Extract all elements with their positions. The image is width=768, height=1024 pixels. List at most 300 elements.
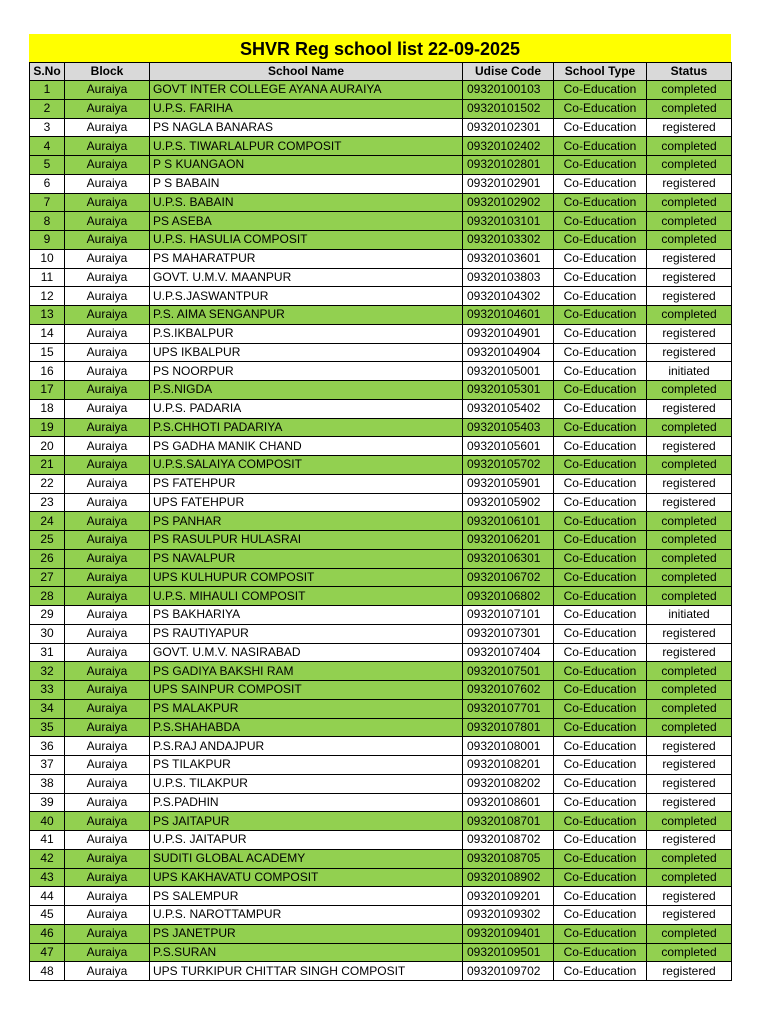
cell-sno: 32 bbox=[30, 662, 65, 681]
cell-sno: 4 bbox=[30, 137, 65, 156]
header-udise-code: Udise Code bbox=[463, 63, 554, 81]
cell-status: registered bbox=[647, 287, 732, 306]
cell-sno: 13 bbox=[30, 306, 65, 325]
cell-school-type: Co-Education bbox=[554, 287, 647, 306]
cell-block: Auraiya bbox=[65, 249, 150, 268]
cell-block: Auraiya bbox=[65, 474, 150, 493]
cell-status: completed bbox=[647, 549, 732, 568]
cell-status: completed bbox=[647, 812, 732, 831]
cell-udise-code: 09320108701 bbox=[463, 812, 554, 831]
cell-status: registered bbox=[647, 343, 732, 362]
cell-udise-code: 09320109401 bbox=[463, 924, 554, 943]
table-row bbox=[30, 868, 732, 887]
cell-sno: 15 bbox=[30, 343, 65, 362]
table-row bbox=[30, 549, 732, 568]
table-row bbox=[30, 924, 732, 943]
sheet-title: SHVR Reg school list 22-09-2025 bbox=[29, 34, 731, 62]
cell-school-type: Co-Education bbox=[554, 343, 647, 362]
cell-block: Auraiya bbox=[65, 118, 150, 137]
cell-school-name: PS GADHA MANIK CHAND bbox=[150, 437, 463, 456]
cell-status: registered bbox=[647, 793, 732, 812]
cell-status: registered bbox=[647, 756, 732, 775]
cell-school-name: PS BAKHARIYA bbox=[150, 606, 463, 625]
cell-status: registered bbox=[647, 962, 732, 981]
cell-school-name: P.S.NIGDA bbox=[150, 381, 463, 400]
header-school-name: School Name bbox=[150, 63, 463, 81]
cell-status: completed bbox=[647, 81, 732, 100]
cell-status: completed bbox=[647, 568, 732, 587]
cell-school-name: U.P.S. JAITAPUR bbox=[150, 831, 463, 850]
cell-block: Auraiya bbox=[65, 849, 150, 868]
cell-block: Auraiya bbox=[65, 943, 150, 962]
cell-school-name: P S KUANGAON bbox=[150, 156, 463, 175]
cell-status: registered bbox=[647, 324, 732, 343]
cell-school-name: U.P.S. BABAIN bbox=[150, 193, 463, 212]
cell-block: Auraiya bbox=[65, 399, 150, 418]
cell-udise-code: 09320103302 bbox=[463, 231, 554, 250]
cell-udise-code: 09320106101 bbox=[463, 512, 554, 531]
cell-school-name: UPS FATEHPUR bbox=[150, 493, 463, 512]
cell-school-type: Co-Education bbox=[554, 774, 647, 793]
cell-sno: 1 bbox=[30, 81, 65, 100]
cell-status: completed bbox=[647, 193, 732, 212]
table-row bbox=[30, 906, 732, 925]
cell-sno: 9 bbox=[30, 231, 65, 250]
cell-status: completed bbox=[647, 456, 732, 475]
table-row bbox=[30, 268, 732, 287]
cell-udise-code: 09320108202 bbox=[463, 774, 554, 793]
cell-block: Auraiya bbox=[65, 381, 150, 400]
cell-sno: 7 bbox=[30, 193, 65, 212]
cell-udise-code: 09320107301 bbox=[463, 624, 554, 643]
cell-status: registered bbox=[647, 887, 732, 906]
cell-status: completed bbox=[647, 306, 732, 325]
header-status: Status bbox=[647, 63, 732, 81]
cell-status: completed bbox=[647, 212, 732, 231]
cell-school-type: Co-Education bbox=[554, 924, 647, 943]
cell-block: Auraiya bbox=[65, 512, 150, 531]
cell-block: Auraiya bbox=[65, 418, 150, 437]
cell-school-name: U.P.S.JASWANTPUR bbox=[150, 287, 463, 306]
cell-udise-code: 09320108001 bbox=[463, 737, 554, 756]
table-row bbox=[30, 193, 732, 212]
cell-sno: 31 bbox=[30, 643, 65, 662]
cell-udise-code: 09320107801 bbox=[463, 718, 554, 737]
cell-school-type: Co-Education bbox=[554, 906, 647, 925]
cell-status: registered bbox=[647, 737, 732, 756]
table-row bbox=[30, 418, 732, 437]
cell-sno: 11 bbox=[30, 268, 65, 287]
cell-school-type: Co-Education bbox=[554, 512, 647, 531]
cell-block: Auraiya bbox=[65, 174, 150, 193]
cell-sno: 10 bbox=[30, 249, 65, 268]
cell-school-type: Co-Education bbox=[554, 718, 647, 737]
table-row bbox=[30, 118, 732, 137]
cell-status: completed bbox=[647, 512, 732, 531]
cell-school-type: Co-Education bbox=[554, 268, 647, 287]
cell-block: Auraiya bbox=[65, 324, 150, 343]
cell-block: Auraiya bbox=[65, 549, 150, 568]
cell-status: initiated bbox=[647, 362, 732, 381]
cell-school-type: Co-Education bbox=[554, 568, 647, 587]
cell-school-name: P.S. AIMA SENGANPUR bbox=[150, 306, 463, 325]
cell-status: completed bbox=[647, 943, 732, 962]
school-list-sheet bbox=[29, 34, 731, 981]
cell-sno: 16 bbox=[30, 362, 65, 381]
cell-school-name: P.S.CHHOTI PADARIYA bbox=[150, 418, 463, 437]
cell-block: Auraiya bbox=[65, 606, 150, 625]
cell-status: completed bbox=[647, 156, 732, 175]
cell-udise-code: 09320104302 bbox=[463, 287, 554, 306]
cell-block: Auraiya bbox=[65, 718, 150, 737]
cell-block: Auraiya bbox=[65, 231, 150, 250]
table-row bbox=[30, 437, 732, 456]
cell-school-type: Co-Education bbox=[554, 699, 647, 718]
cell-status: completed bbox=[647, 231, 732, 250]
table-row bbox=[30, 587, 732, 606]
table-row bbox=[30, 249, 732, 268]
cell-status: completed bbox=[647, 924, 732, 943]
table-row bbox=[30, 231, 732, 250]
cell-school-type: Co-Education bbox=[554, 174, 647, 193]
cell-udise-code: 09320104601 bbox=[463, 306, 554, 325]
cell-school-type: Co-Education bbox=[554, 324, 647, 343]
cell-sno: 43 bbox=[30, 868, 65, 887]
cell-school-name: U.P.S. NAROTTAMPUR bbox=[150, 906, 463, 925]
header-row bbox=[30, 63, 732, 81]
table-row bbox=[30, 99, 732, 118]
cell-block: Auraiya bbox=[65, 831, 150, 850]
cell-sno: 45 bbox=[30, 906, 65, 925]
cell-sno: 5 bbox=[30, 156, 65, 175]
cell-school-name: PS RAUTIYAPUR bbox=[150, 624, 463, 643]
cell-sno: 20 bbox=[30, 437, 65, 456]
cell-school-name: U.P.S. TIWARLALPUR COMPOSIT bbox=[150, 137, 463, 156]
cell-udise-code: 09320101502 bbox=[463, 99, 554, 118]
cell-status: registered bbox=[647, 249, 732, 268]
cell-udise-code: 09320100103 bbox=[463, 81, 554, 100]
cell-school-type: Co-Education bbox=[554, 381, 647, 400]
cell-sno: 30 bbox=[30, 624, 65, 643]
cell-sno: 21 bbox=[30, 456, 65, 475]
cell-status: registered bbox=[647, 774, 732, 793]
cell-sno: 47 bbox=[30, 943, 65, 962]
cell-udise-code: 09320106702 bbox=[463, 568, 554, 587]
cell-school-name: U.P.S. PADARIA bbox=[150, 399, 463, 418]
cell-block: Auraiya bbox=[65, 81, 150, 100]
table-row bbox=[30, 718, 732, 737]
cell-status: completed bbox=[647, 418, 732, 437]
cell-school-name: UPS SAINPUR COMPOSIT bbox=[150, 681, 463, 700]
cell-school-name: UPS KAKHAVATU COMPOSIT bbox=[150, 868, 463, 887]
cell-udise-code: 09320103101 bbox=[463, 212, 554, 231]
table-row bbox=[30, 287, 732, 306]
table-row bbox=[30, 681, 732, 700]
cell-status: completed bbox=[647, 849, 732, 868]
cell-school-type: Co-Education bbox=[554, 231, 647, 250]
cell-udise-code: 09320108705 bbox=[463, 849, 554, 868]
cell-school-name: PS ASEBA bbox=[150, 212, 463, 231]
cell-sno: 34 bbox=[30, 699, 65, 718]
table-row bbox=[30, 174, 732, 193]
cell-udise-code: 09320105402 bbox=[463, 399, 554, 418]
header-school-type: School Type bbox=[554, 63, 647, 81]
table-row bbox=[30, 624, 732, 643]
cell-block: Auraiya bbox=[65, 962, 150, 981]
cell-udise-code: 09320108201 bbox=[463, 756, 554, 775]
cell-school-name: P.S.SURAN bbox=[150, 943, 463, 962]
cell-sno: 6 bbox=[30, 174, 65, 193]
cell-udise-code: 09320102402 bbox=[463, 137, 554, 156]
cell-school-type: Co-Education bbox=[554, 662, 647, 681]
cell-block: Auraiya bbox=[65, 437, 150, 456]
cell-block: Auraiya bbox=[65, 568, 150, 587]
cell-school-type: Co-Education bbox=[554, 99, 647, 118]
cell-status: registered bbox=[647, 268, 732, 287]
cell-block: Auraiya bbox=[65, 531, 150, 550]
cell-school-name: PS NOORPUR bbox=[150, 362, 463, 381]
cell-school-type: Co-Education bbox=[554, 681, 647, 700]
cell-block: Auraiya bbox=[65, 681, 150, 700]
cell-status: registered bbox=[647, 474, 732, 493]
cell-sno: 24 bbox=[30, 512, 65, 531]
cell-school-type: Co-Education bbox=[554, 306, 647, 325]
cell-block: Auraiya bbox=[65, 343, 150, 362]
table-row bbox=[30, 774, 732, 793]
cell-block: Auraiya bbox=[65, 362, 150, 381]
cell-sno: 8 bbox=[30, 212, 65, 231]
cell-school-name: GOVT INTER COLLEGE AYANA AURAIYA bbox=[150, 81, 463, 100]
cell-udise-code: 09320108902 bbox=[463, 868, 554, 887]
cell-block: Auraiya bbox=[65, 812, 150, 831]
cell-udise-code: 09320102902 bbox=[463, 193, 554, 212]
cell-school-type: Co-Education bbox=[554, 624, 647, 643]
cell-sno: 27 bbox=[30, 568, 65, 587]
cell-school-type: Co-Education bbox=[554, 887, 647, 906]
cell-udise-code: 09320105301 bbox=[463, 381, 554, 400]
table-row bbox=[30, 212, 732, 231]
cell-school-type: Co-Education bbox=[554, 849, 647, 868]
cell-school-type: Co-Education bbox=[554, 474, 647, 493]
cell-status: registered bbox=[647, 118, 732, 137]
cell-block: Auraiya bbox=[65, 99, 150, 118]
table-row bbox=[30, 643, 732, 662]
header-sno: S.No bbox=[30, 63, 65, 81]
cell-school-name: PS MAHARATPUR bbox=[150, 249, 463, 268]
cell-block: Auraiya bbox=[65, 774, 150, 793]
cell-block: Auraiya bbox=[65, 699, 150, 718]
cell-sno: 19 bbox=[30, 418, 65, 437]
cell-sno: 35 bbox=[30, 718, 65, 737]
cell-block: Auraiya bbox=[65, 906, 150, 925]
cell-udise-code: 09320105901 bbox=[463, 474, 554, 493]
table-row bbox=[30, 962, 732, 981]
cell-block: Auraiya bbox=[65, 924, 150, 943]
cell-status: completed bbox=[647, 699, 732, 718]
cell-school-type: Co-Education bbox=[554, 493, 647, 512]
cell-status: registered bbox=[647, 906, 732, 925]
cell-school-name: U.P.S. MIHAULI COMPOSIT bbox=[150, 587, 463, 606]
cell-block: Auraiya bbox=[65, 643, 150, 662]
cell-block: Auraiya bbox=[65, 868, 150, 887]
cell-udise-code: 09320107701 bbox=[463, 699, 554, 718]
cell-udise-code: 09320105601 bbox=[463, 437, 554, 456]
table-row bbox=[30, 512, 732, 531]
cell-block: Auraiya bbox=[65, 137, 150, 156]
cell-block: Auraiya bbox=[65, 493, 150, 512]
cell-status: completed bbox=[647, 662, 732, 681]
table-row bbox=[30, 324, 732, 343]
cell-udise-code: 09320109501 bbox=[463, 943, 554, 962]
cell-sno: 46 bbox=[30, 924, 65, 943]
table-row bbox=[30, 737, 732, 756]
cell-status: completed bbox=[647, 381, 732, 400]
cell-school-type: Co-Education bbox=[554, 943, 647, 962]
cell-sno: 29 bbox=[30, 606, 65, 625]
cell-school-type: Co-Education bbox=[554, 81, 647, 100]
cell-udise-code: 09320105902 bbox=[463, 493, 554, 512]
cell-school-name: PS PANHAR bbox=[150, 512, 463, 531]
cell-udise-code: 09320109302 bbox=[463, 906, 554, 925]
cell-sno: 2 bbox=[30, 99, 65, 118]
cell-school-name: PS NAGLA BANARAS bbox=[150, 118, 463, 137]
cell-status: registered bbox=[647, 831, 732, 850]
cell-udise-code: 09320107404 bbox=[463, 643, 554, 662]
cell-block: Auraiya bbox=[65, 306, 150, 325]
cell-school-name: PS GADIYA BAKSHI RAM bbox=[150, 662, 463, 681]
header-block: Block bbox=[65, 63, 150, 81]
cell-status: completed bbox=[647, 587, 732, 606]
cell-block: Auraiya bbox=[65, 287, 150, 306]
cell-school-name: UPS TURKIPUR CHITTAR SINGH COMPOSIT bbox=[150, 962, 463, 981]
cell-sno: 37 bbox=[30, 756, 65, 775]
cell-status: completed bbox=[647, 868, 732, 887]
cell-udise-code: 09320102901 bbox=[463, 174, 554, 193]
cell-sno: 44 bbox=[30, 887, 65, 906]
cell-status: registered bbox=[647, 643, 732, 662]
cell-udise-code: 09320109201 bbox=[463, 887, 554, 906]
table-row bbox=[30, 474, 732, 493]
cell-school-name: P.S.IKBALPUR bbox=[150, 324, 463, 343]
cell-sno: 40 bbox=[30, 812, 65, 831]
cell-school-type: Co-Education bbox=[554, 531, 647, 550]
table-row bbox=[30, 812, 732, 831]
table-row bbox=[30, 531, 732, 550]
cell-block: Auraiya bbox=[65, 193, 150, 212]
cell-school-name: PS MALAKPUR bbox=[150, 699, 463, 718]
cell-block: Auraiya bbox=[65, 793, 150, 812]
cell-school-type: Co-Education bbox=[554, 812, 647, 831]
cell-school-type: Co-Education bbox=[554, 137, 647, 156]
cell-school-type: Co-Education bbox=[554, 156, 647, 175]
table-body bbox=[30, 81, 732, 981]
cell-status: completed bbox=[647, 681, 732, 700]
cell-udise-code: 09320109702 bbox=[463, 962, 554, 981]
cell-sno: 23 bbox=[30, 493, 65, 512]
table-row bbox=[30, 399, 732, 418]
cell-udise-code: 09320108702 bbox=[463, 831, 554, 850]
cell-school-name: PS TILAKPUR bbox=[150, 756, 463, 775]
cell-school-type: Co-Education bbox=[554, 418, 647, 437]
cell-school-type: Co-Education bbox=[554, 606, 647, 625]
cell-school-type: Co-Education bbox=[554, 399, 647, 418]
cell-status: registered bbox=[647, 493, 732, 512]
cell-school-type: Co-Education bbox=[554, 437, 647, 456]
table-row bbox=[30, 343, 732, 362]
cell-sno: 3 bbox=[30, 118, 65, 137]
cell-block: Auraiya bbox=[65, 737, 150, 756]
cell-sno: 17 bbox=[30, 381, 65, 400]
cell-status: completed bbox=[647, 718, 732, 737]
cell-sno: 25 bbox=[30, 531, 65, 550]
cell-school-type: Co-Education bbox=[554, 737, 647, 756]
cell-block: Auraiya bbox=[65, 456, 150, 475]
table-row bbox=[30, 81, 732, 100]
table-row bbox=[30, 662, 732, 681]
cell-block: Auraiya bbox=[65, 268, 150, 287]
table-row bbox=[30, 606, 732, 625]
table-row bbox=[30, 362, 732, 381]
cell-sno: 18 bbox=[30, 399, 65, 418]
cell-sno: 41 bbox=[30, 831, 65, 850]
cell-udise-code: 09320105403 bbox=[463, 418, 554, 437]
cell-sno: 42 bbox=[30, 849, 65, 868]
cell-school-name: PS JANETPUR bbox=[150, 924, 463, 943]
table-row bbox=[30, 849, 732, 868]
cell-sno: 22 bbox=[30, 474, 65, 493]
cell-udise-code: 09320102301 bbox=[463, 118, 554, 137]
cell-school-name: U.P.S. TILAKPUR bbox=[150, 774, 463, 793]
cell-udise-code: 09320106201 bbox=[463, 531, 554, 550]
cell-school-name: P.S.SHAHABDA bbox=[150, 718, 463, 737]
cell-school-name: PS JAITAPUR bbox=[150, 812, 463, 831]
cell-school-name: UPS KULHUPUR COMPOSIT bbox=[150, 568, 463, 587]
cell-school-type: Co-Education bbox=[554, 249, 647, 268]
table-row bbox=[30, 943, 732, 962]
cell-block: Auraiya bbox=[65, 887, 150, 906]
cell-school-type: Co-Education bbox=[554, 212, 647, 231]
cell-school-name: U.P.S. HASULIA COMPOSIT bbox=[150, 231, 463, 250]
cell-status: registered bbox=[647, 174, 732, 193]
cell-school-name: GOVT. U.M.V. NASIRABAD bbox=[150, 643, 463, 662]
cell-school-name: P S BABAIN bbox=[150, 174, 463, 193]
cell-block: Auraiya bbox=[65, 756, 150, 775]
cell-udise-code: 09320102801 bbox=[463, 156, 554, 175]
cell-block: Auraiya bbox=[65, 212, 150, 231]
cell-udise-code: 09320103803 bbox=[463, 268, 554, 287]
cell-udise-code: 09320105702 bbox=[463, 456, 554, 475]
cell-school-name: GOVT. U.M.V. MAANPUR bbox=[150, 268, 463, 287]
cell-udise-code: 09320107101 bbox=[463, 606, 554, 625]
cell-status: registered bbox=[647, 437, 732, 456]
cell-block: Auraiya bbox=[65, 624, 150, 643]
cell-udise-code: 09320103601 bbox=[463, 249, 554, 268]
table-row bbox=[30, 887, 732, 906]
cell-udise-code: 09320107501 bbox=[463, 662, 554, 681]
cell-school-type: Co-Education bbox=[554, 587, 647, 606]
table-row bbox=[30, 137, 732, 156]
cell-sno: 48 bbox=[30, 962, 65, 981]
cell-school-name: U.P.S. FARIHA bbox=[150, 99, 463, 118]
school-table bbox=[29, 62, 732, 981]
cell-school-name: UPS IKBALPUR bbox=[150, 343, 463, 362]
cell-status: completed bbox=[647, 137, 732, 156]
cell-school-type: Co-Education bbox=[554, 756, 647, 775]
table-row bbox=[30, 456, 732, 475]
cell-school-name: PS NAVALPUR bbox=[150, 549, 463, 568]
cell-school-name: PS SALEMPUR bbox=[150, 887, 463, 906]
table-row bbox=[30, 381, 732, 400]
